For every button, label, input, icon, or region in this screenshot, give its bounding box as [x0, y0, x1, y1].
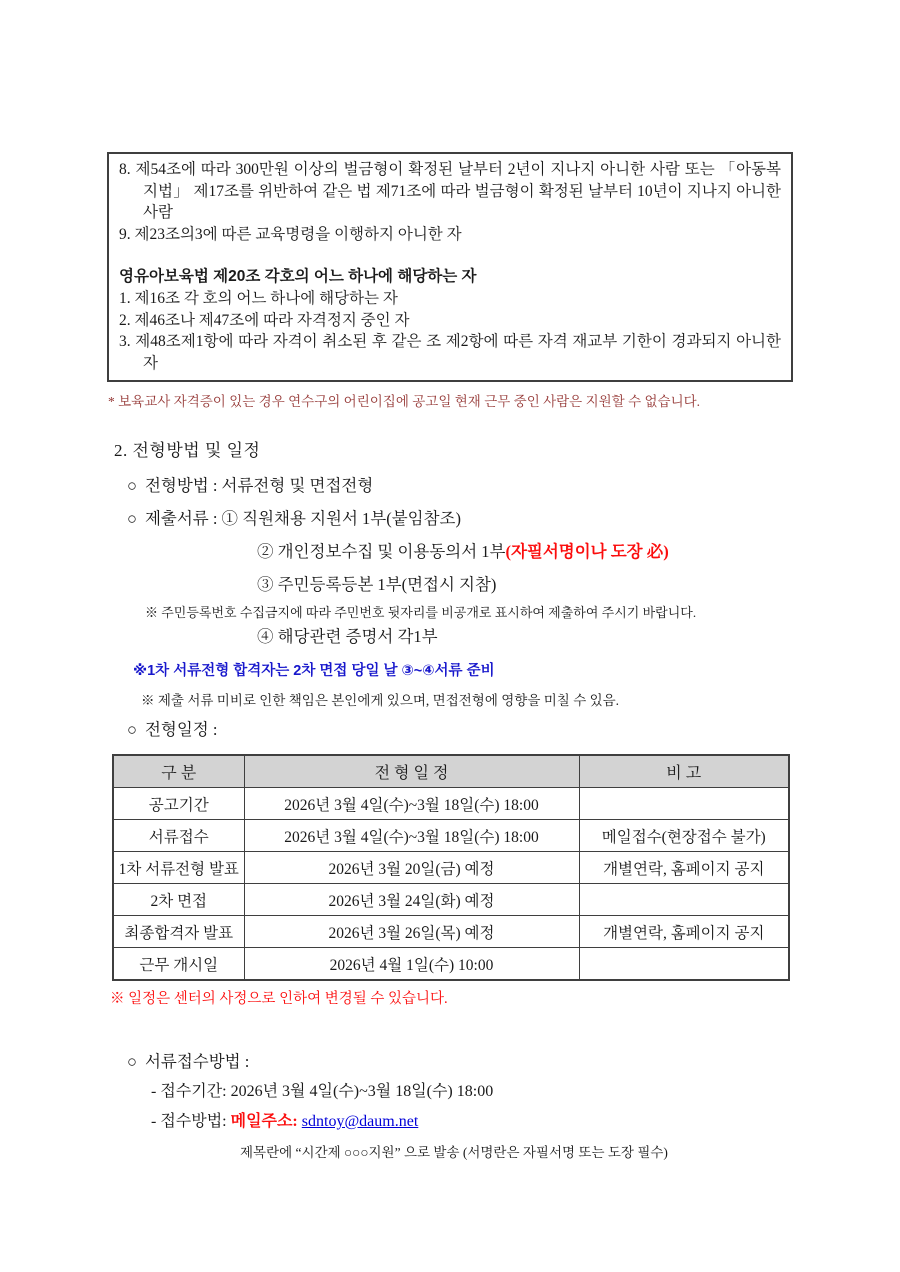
- eligibility-item-3: [119, 331, 781, 374]
- responsibility-note: ※ 제출 서류 미비로 인한 책임은 본인에게 있으며, 면접전형에 영향을 미칠 수 있음.: [141, 693, 620, 708]
- section-title: 2. 전형방법 및 일정: [114, 441, 261, 460]
- selection-method-text: 전형방법 : 서류전형 및 면접전형: [144, 476, 374, 495]
- submission-doc-2: [257, 538, 669, 562]
- submission-doc-3: ③ 주민등록등본 1부(면접시 지참): [257, 575, 497, 594]
- receipt-method-line: [151, 1108, 418, 1131]
- item-text: 제54조에 따라 300만원 이상의 벌금형이 확정된 날부터 2년이 지나지 아니한 사람 또는 「아동복지법」 제17조를 위반하여 같은 법 제71조에 따라 벌금형이 확정된 날부터 10년이 지나지 아니한 사람: [135, 161, 781, 222]
- table-cell: 2차 면접: [113, 884, 244, 916]
- submission-documents-line: [127, 505, 461, 529]
- receipt-period-line: - 접수기간: 2026년 3월 4일(수)~3월 18일(수) 18:00: [151, 1083, 494, 1100]
- column-header-category: 구 분: [113, 755, 244, 788]
- schedule-change-note: ※ 일정은 센터의 사정으로 인하여 변경될 수 있습니다.: [110, 991, 448, 1007]
- doc-2-required-note: (자필서명이나 도장 必): [505, 542, 669, 561]
- table-row: [113, 820, 789, 852]
- receipt-method-title: 서류접수방법 :: [144, 1052, 250, 1071]
- doc-2-text: ② 개인정보수집 및 이용동의서 1부: [257, 542, 506, 561]
- table-row: [113, 788, 789, 820]
- item-number: 1.: [119, 289, 131, 307]
- table-row: [113, 884, 789, 916]
- table-cell: [579, 788, 789, 820]
- circle-bullet-icon: ○: [127, 476, 137, 495]
- first-round-pass-note: ※1차 서류전형 합격자는 2차 면접 당일 날 ③~④서류 준비: [133, 663, 495, 679]
- table-row: [113, 916, 789, 948]
- eligibility-item-8: [119, 159, 781, 224]
- item-text: 제23조의3에 따른 교육명령을 이행하지 아니한 자: [134, 225, 462, 243]
- schedule-label-line: [127, 716, 217, 740]
- submission-doc-4: ④ 해당관련 증명서 각1부: [257, 627, 438, 646]
- eligibility-item-1: [119, 288, 781, 310]
- table-cell: 2026년 3월 4일(수)~3월 18일(수) 18:00: [244, 820, 579, 852]
- email-link[interactable]: sdntoy@daum.net: [301, 1113, 419, 1130]
- eligibility-box: [107, 152, 793, 382]
- table-cell: 메일접수(현장접수 불가): [579, 820, 789, 852]
- table-cell: [579, 884, 789, 916]
- column-header-schedule: 전 형 일 정: [244, 755, 579, 788]
- table-row: [113, 852, 789, 884]
- schedule-label-text: 전형일정 :: [144, 720, 218, 739]
- table-cell: 서류접수: [113, 820, 244, 852]
- item-text: 제16조 각 호의 어느 하나에 해당하는 자: [134, 289, 398, 307]
- table-header-row: [113, 755, 789, 788]
- receipt-method-prefix: - 접수방법:: [151, 1113, 231, 1130]
- circle-bullet-icon: ○: [127, 1052, 137, 1071]
- eligibility-subheading: 영유아보육법 제20조 각호의 어느 하나에 해당하는 자: [119, 268, 477, 286]
- item-number: 2.: [119, 311, 131, 329]
- selection-method-line: [127, 472, 373, 496]
- item-number: 9.: [119, 225, 131, 243]
- eligibility-item-2: [119, 310, 781, 332]
- table-cell: 2026년 3월 26일(목) 예정: [244, 916, 579, 948]
- table-cell: 2026년 3월 24일(화) 예정: [244, 884, 579, 916]
- table-cell: 1차 서류전형 발표: [113, 852, 244, 884]
- email-address-label: 메일주소:: [230, 1113, 298, 1130]
- item-number: 3.: [119, 333, 131, 351]
- table-cell: 최종합격자 발표: [113, 916, 244, 948]
- column-header-remarks: 비 고: [579, 755, 789, 788]
- table-cell: [579, 948, 789, 981]
- table-cell: 2026년 4월 1일(수) 10:00: [244, 948, 579, 981]
- item-text: 제48조제1항에 따라 자격이 취소된 후 같은 조 제2항에 따른 자격 재교부 기한이 경과되지 아니한 자: [135, 333, 781, 372]
- circle-bullet-icon: ○: [127, 720, 137, 739]
- schedule-table: [112, 754, 790, 981]
- item-number: 8.: [119, 161, 131, 178]
- table-cell: 2026년 3월 4일(수)~3월 18일(수) 18:00: [244, 788, 579, 820]
- spacer: [119, 245, 781, 266]
- table-cell: 공고기간: [113, 788, 244, 820]
- table-row: [113, 948, 789, 981]
- table-cell: 개별연락, 홈페이지 공지: [579, 852, 789, 884]
- table-cell: 2026년 3월 20일(금) 예정: [244, 852, 579, 884]
- receipt-method-title-line: [127, 1048, 249, 1072]
- email-subject-note: 제목란에 “시간제 ○○○지원” 으로 발송 (서명란은 자필서명 또는 도장 필수): [240, 1145, 668, 1160]
- eligibility-item-9: [119, 224, 781, 246]
- childcare-teacher-footnote: * 보육교사 자격증이 있는 경우 연수구의 어린이집에 공고일 현재 근무 중인 사람은 지원할 수 없습니다.: [108, 394, 701, 409]
- circle-bullet-icon: ○: [127, 509, 137, 528]
- item-text: 제46조나 제47조에 따라 자격정지 중인 자: [134, 311, 410, 329]
- table-cell: 근무 개시일: [113, 948, 244, 981]
- resident-number-note: ※ 주민등록번호 수집금지에 따라 주민번호 뒷자리를 비공개로 표시하여 제출하여 주시기 바랍니다.: [145, 605, 697, 620]
- table-cell: 개별연락, 홈페이지 공지: [579, 916, 789, 948]
- submission-doc-1-text: 제출서류 : ① 직원채용 지원서 1부(붙임참조): [144, 509, 461, 528]
